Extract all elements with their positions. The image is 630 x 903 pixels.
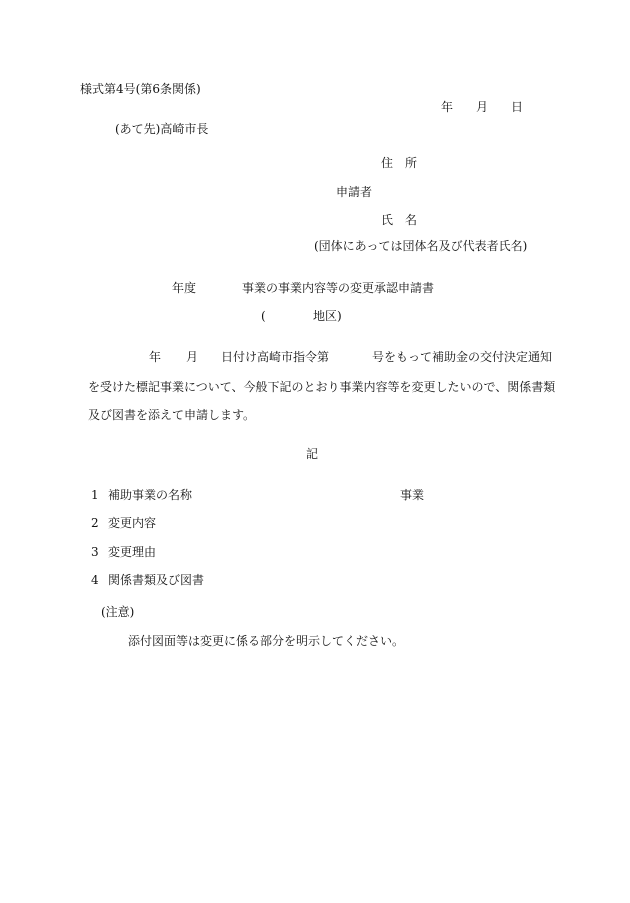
title-fiscal-year: 年度 xyxy=(172,281,197,295)
name-note: (団体にあっては団体名及び代表者氏名) xyxy=(314,239,528,253)
item-3-num: 3 xyxy=(91,545,99,559)
form-id: 様式第4号(第6条関係) xyxy=(80,82,201,96)
body-year: 年 xyxy=(149,350,162,364)
body-date-issue: 日付け高崎市指令第 xyxy=(221,350,330,364)
note-heading: (注意) xyxy=(101,605,135,619)
title-area-close: 地区) xyxy=(313,309,342,323)
item-4-num: 4 xyxy=(91,573,99,587)
ki-heading: 記 xyxy=(306,447,319,461)
body-line3: 及び図書を添えて申請します。 xyxy=(88,408,256,422)
note-text: 添付図面等は変更に係る部分を明示してください。 xyxy=(128,634,405,648)
item-4-label: 関係書類及び図書 xyxy=(108,573,205,587)
applicant-label: 申請者 xyxy=(336,185,373,199)
item-1-num: 1 xyxy=(91,488,99,502)
item-1-label: 補助事業の名称 xyxy=(108,488,193,502)
item-2-num: 2 xyxy=(91,516,99,530)
document-title: 事業の事業内容等の変更承認申請書 xyxy=(242,281,435,295)
body-line2: を受けた標記事業について、今般下記のとおり事業内容等を変更したいので、関係書類 xyxy=(88,380,556,394)
item-3-label: 変更理由 xyxy=(108,545,157,559)
item-1-suffix: 事業 xyxy=(400,488,425,502)
body-month: 月 xyxy=(186,350,199,364)
date-year: 年 xyxy=(441,100,454,114)
date-day: 日 xyxy=(511,100,524,114)
date-month: 月 xyxy=(476,100,489,114)
name-label: 氏 名 xyxy=(381,213,418,227)
body-line1-rest: 号をもって補助金の交付決定通知 xyxy=(372,350,553,364)
title-area-open: ( xyxy=(261,309,266,323)
address-label: 住 所 xyxy=(381,156,418,170)
addressee: (あて先)高崎市長 xyxy=(115,122,209,136)
item-2-label: 変更内容 xyxy=(108,516,157,530)
